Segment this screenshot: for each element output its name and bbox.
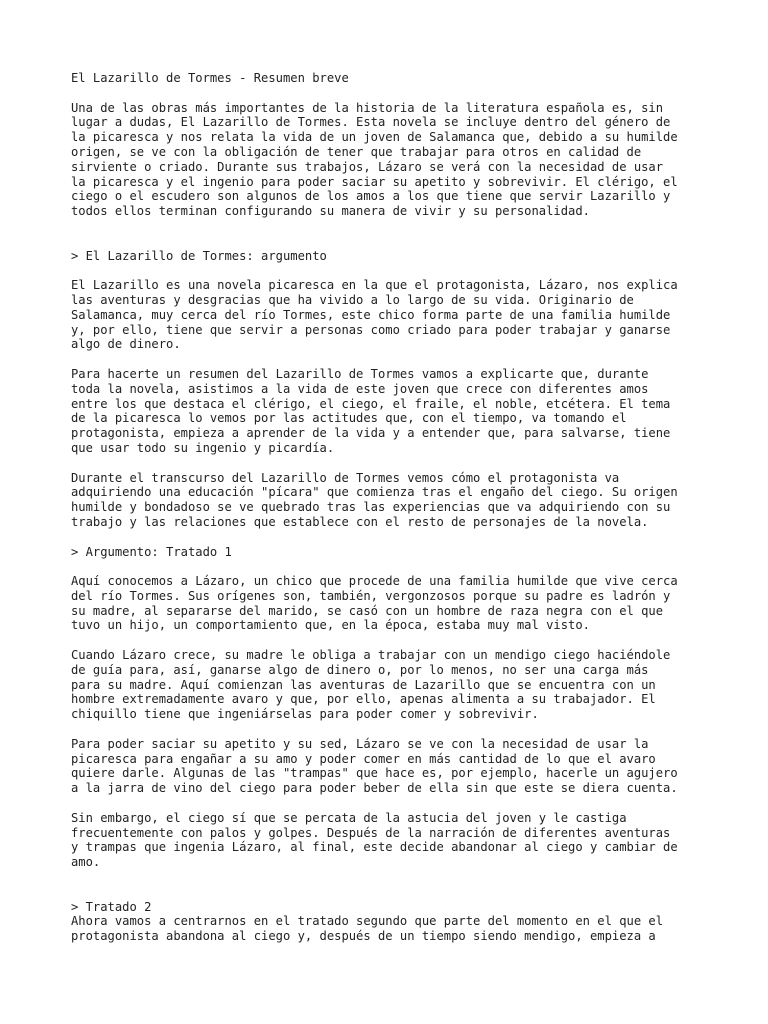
document-page [71,71,711,944]
tratado-1-paragraph-4: Sin embargo, el ciego sí que se percata de la astucia del joven y le castiga frecuentemente con palos y golpes. Después de la narración de diferentes aventuras y trampas que ingenia Lázaro, al final, este decide abandonar al ciego y cambiar de amo. [71,810,678,870]
tratado-1-paragraph-2: Cuando Lázaro crece, su madre le obliga a trabajar con un mendigo ciego haciéndole de guía para, así, ganarse algo de dinero o, por lo menos, no ser una carga más para su madre. Aquí comienzan las aventuras de Lazarillo que se encuentra con un hombre extremadamente avaro y que, por ello, apenas alimenta a su trabajador. El chiquillo tiene que ingeniárselas para poder comer y sobrevivir. [71,648,671,722]
argumento-paragraph-3: Durante el transcurso del Lazarillo de Tormes vemos cómo el protagonista va adquiriendo una educación "pícara" que comienza tras el engaño del ciego. Su origen humilde y bondadoso se ve quebrado tras las experiencias que va adquiriendo con su trabajo y las relaciones que establece con el resto de personajes de la novela. [71,470,678,529]
heading-argumento: > El Lazarillo de Tormes: argumento [71,248,327,263]
document-title: El Lazarillo de Tormes - Resumen breve [71,71,349,85]
argumento-paragraph-2: Para hacerte un resumen del Lazarillo de Tormes vamos a explicarte que, durante toda la novela, asistimos a la vida de este joven que crece con diferentes amos entre los que destaca el clérigo, el ciego, el fraile, el noble, etcétera. El tema de la picaresca lo vemos por las actitudes que, con el tiempo, va tomando el protagonista, empieza a aprender de la vida y a entender que, para salvarse, tiene que usar todo su ingenio y picardía. [71,366,671,455]
argumento-paragraph-1: El Lazarillo es una novela picaresca en la que el protagonista, Lázaro, nos explica las aventuras y desgracias que ha vivido a lo largo de su vida. Originario de Salamanca, muy cerca del río Tormes, este chico forma parte de una familia humilde y, por ello, tiene que servir a personas como criado para poder trabajar y ganarse algo de dinero. [71,278,678,352]
heading-tratado-2: > Tratado 2 [71,899,152,914]
tratado-1-paragraph-1: Aquí conocemos a Lázaro, un chico que procede de una familia humilde que vive cerca del río Tormes. Sus orígenes son, también, vergonzosos porque su padre es ladrón y su madre, al separarse del marido, se casó con un hombre de raza negra con el que tuvo un hijo, un comportamiento que, en la época, estaba muy mal visto. [71,574,678,633]
heading-tratado-1: > Argumento: Tratado 1 [71,544,232,559]
tratado-2-paragraph-1: Ahora vamos a centrarnos en el tratado segundo que parte del momento en el que el protagonista abandona al ciego y, después de un tiempo siendo mendigo, empieza a [71,914,664,944]
tratado-1-paragraph-3: Para poder saciar su apetito y su sed, Lázaro se ve con la necesidad de usar la picaresca para engañar a su amo y poder comer en más cantidad de lo que el avaro quiere darle. Algunas de las "trampas" que hace es, por ejemplo, hacerle un agujero a la jarra de vino del ciego para poder beber de ella sin que este se diera cuenta. [71,736,678,796]
intro-paragraph: Una de las obras más importantes de la historia de la literatura española es, sin lugar a dudas, El Lazarillo de Tormes. Esta novela se incluye dentro del género de la picaresca y nos relata la vida de un joven de Salamanca que, debido a su humilde origen, se ve con la obligación de tener que trabajar para otros en calidad de sirviente o criado. Durante sus trabajos, Lázaro se verá con la necesidad de usar la picaresca y el ingenio para poder saciar su apetito y sobrevivir. El clérigo, el ciego o el escudero son algunos de los amos a los que tiene que servir Lazarillo y todos ellos terminan configurando su manera de vivir y su personalidad. [71,100,678,219]
